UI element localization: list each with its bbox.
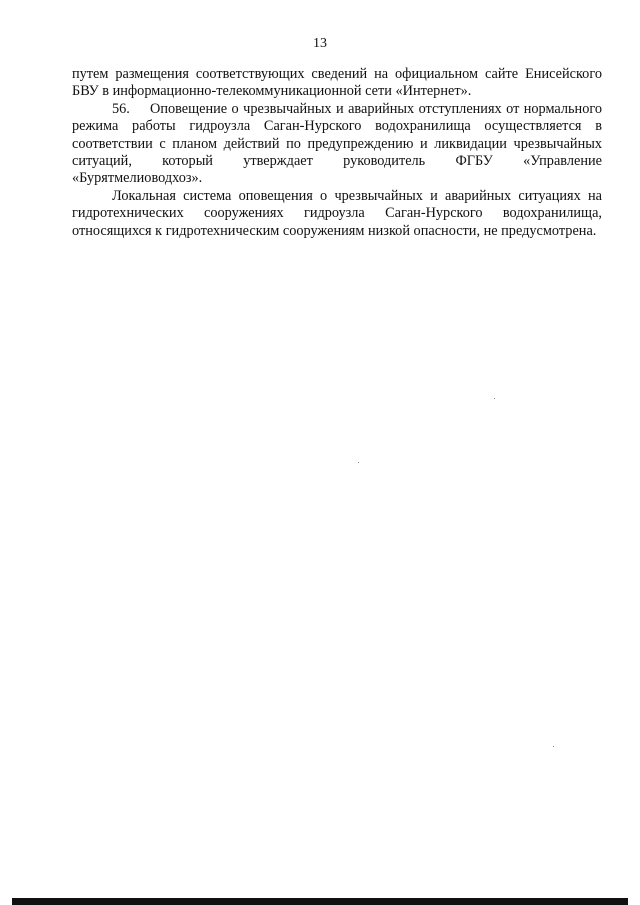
paragraph-local-warning-system: Локальная система оповещения о чрезвычайных и аварийных ситуациях на гидротехнических сооружениях гидроузла Саган-Нурского водохранилища, относящихся к гидротехническим сооружениям низкой опасности, не предусмотрена. xyxy=(72,187,602,239)
page-number: 13 xyxy=(313,36,327,51)
scan-bottom-edge xyxy=(12,898,628,905)
scan-speck xyxy=(494,398,495,399)
paragraph-continuation: путем размещения соответствующих сведений на официальном сайте Енисейского БВУ в информационно-телекоммуникационной сети «Интернет». xyxy=(72,66,602,100)
scan-speck xyxy=(358,462,359,463)
document-body xyxy=(72,66,602,240)
paragraph-56-text: Оповещение о чрезвычайных и аварийных отступлениях от нормального режима работы гидроузла Саган-Нурского водохранилища осуществляется в соответствии с планом действий по предупреждению и ликвидации чрезвычайных ситуаций, который утверждает руководитель ФГБУ «Управление «Бурятмелиоводхоз». xyxy=(72,100,602,187)
scan-speck xyxy=(553,746,554,747)
paragraph-number: 56. xyxy=(112,100,130,117)
paragraph-56 xyxy=(72,101,602,188)
